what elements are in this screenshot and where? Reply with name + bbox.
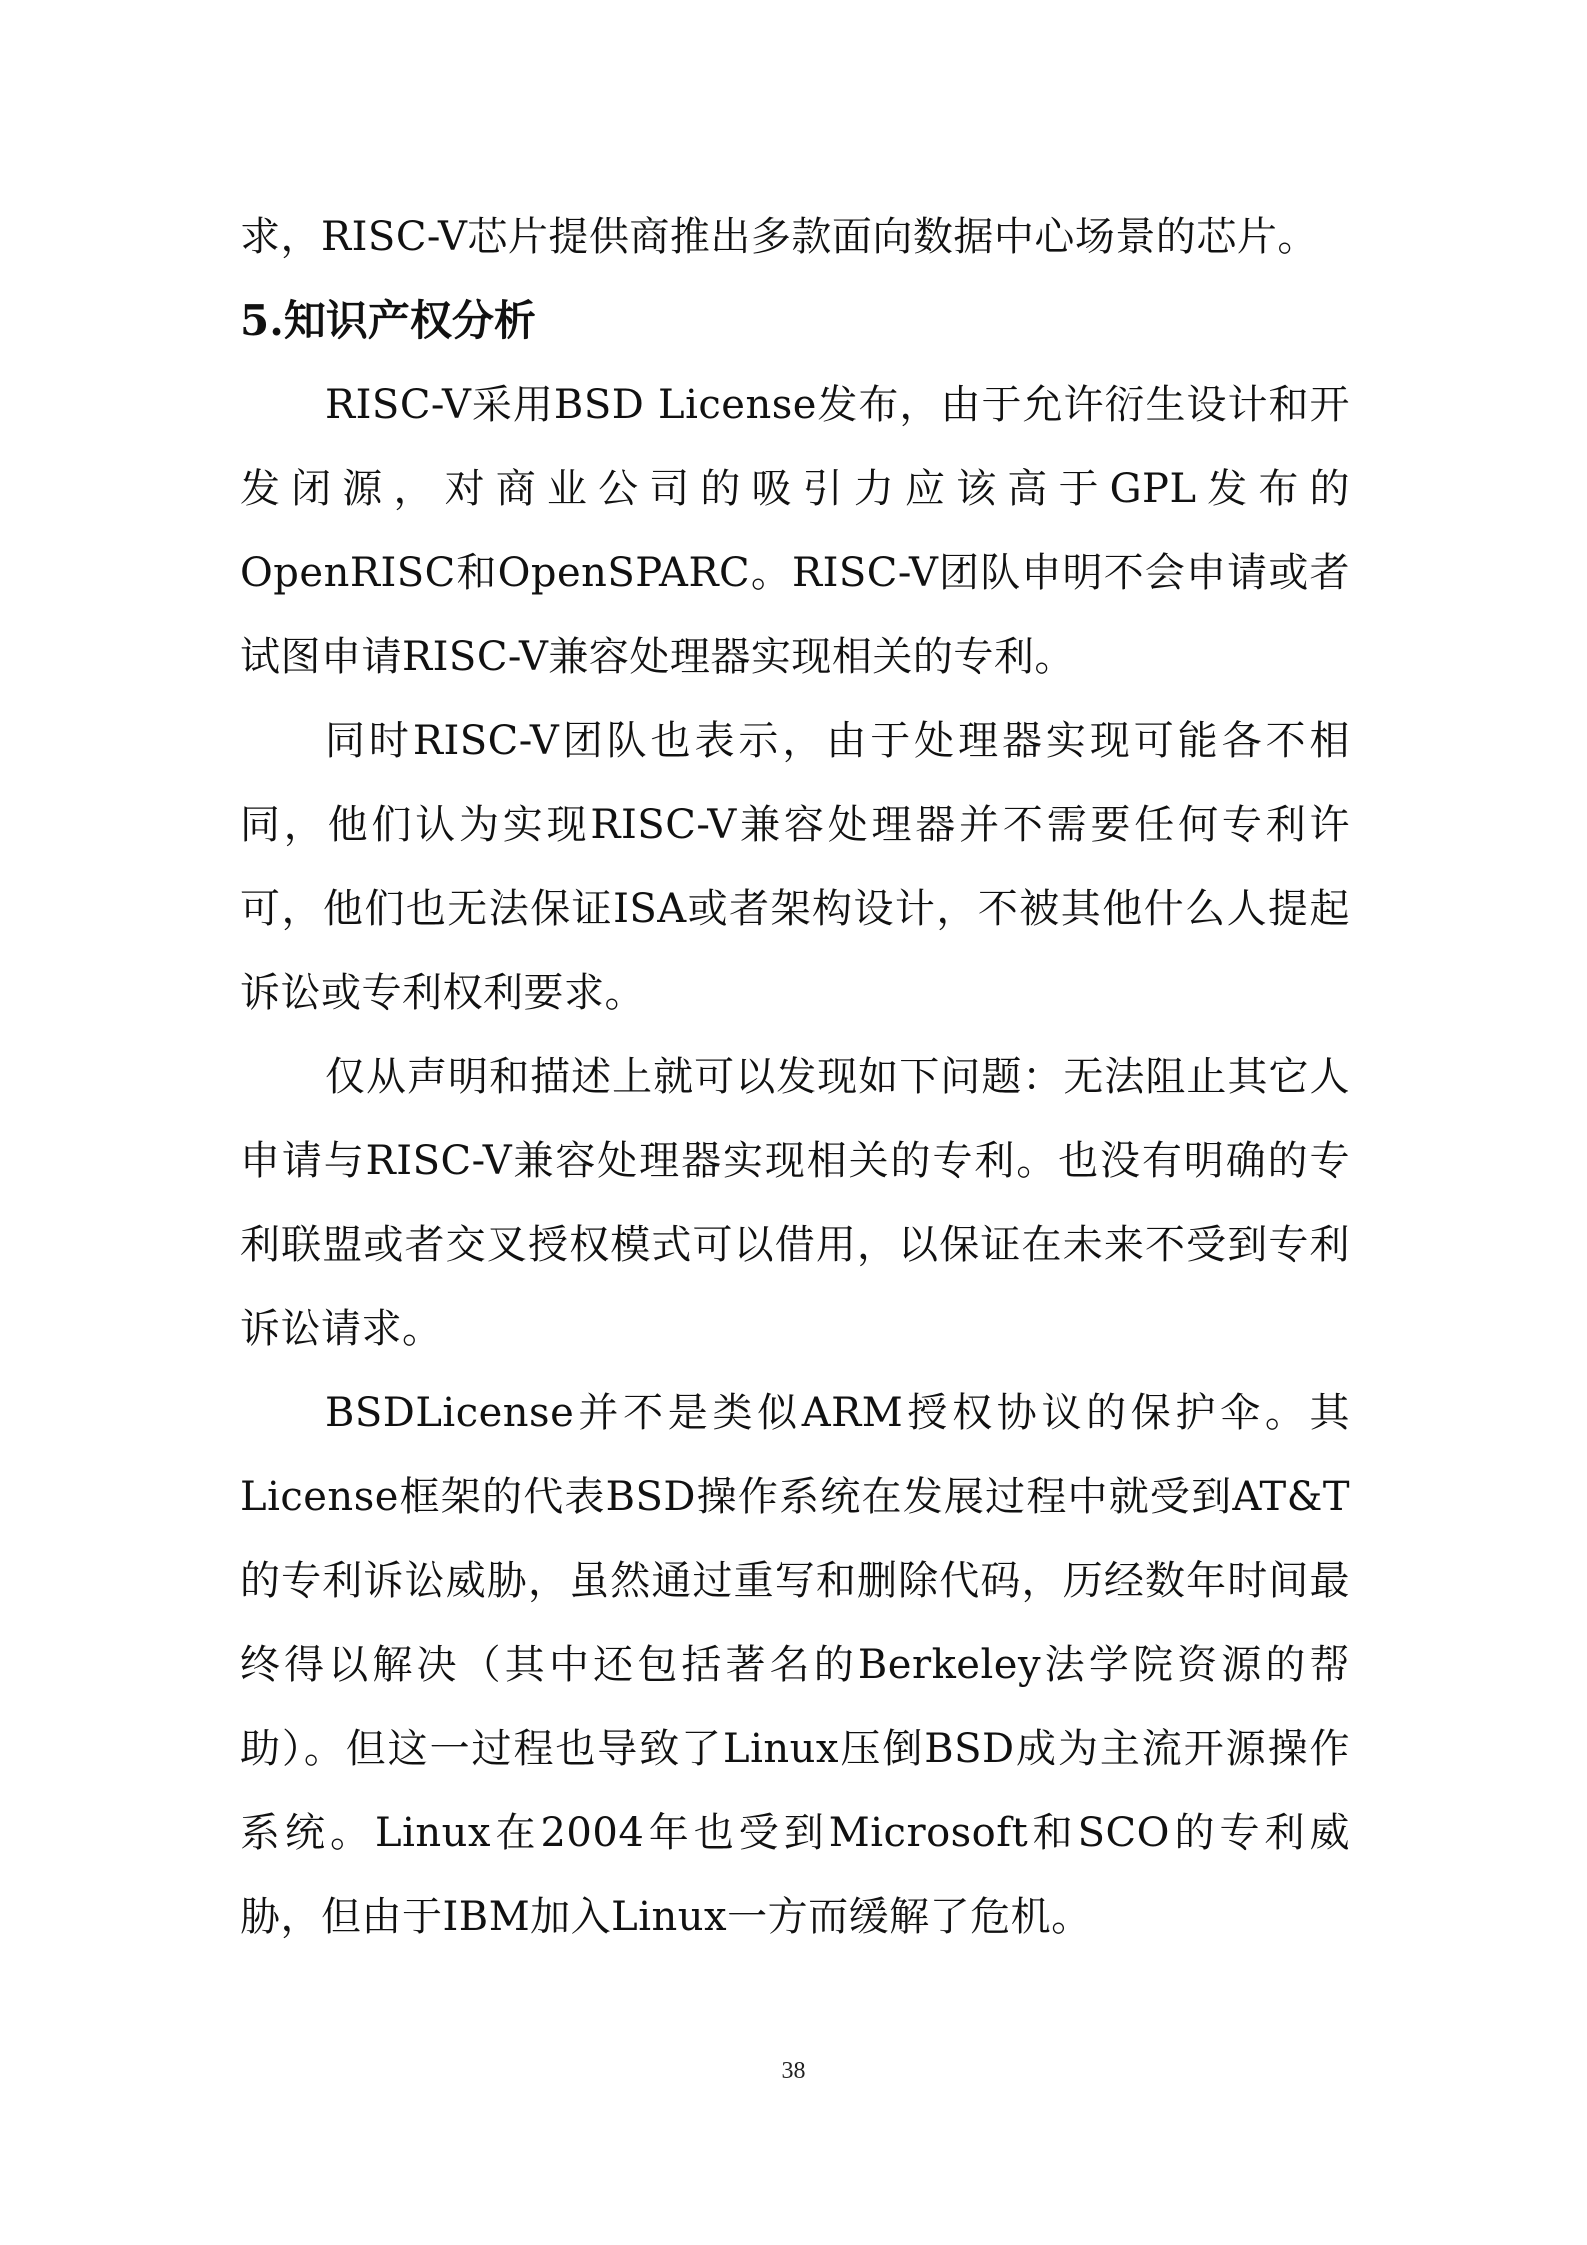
page-number: 38 [781, 2058, 806, 2084]
page-content [240, 195, 1350, 1959]
paragraph-issues: 仅从声明和描述上就可以发现如下问题：无法阻止其它人申请与RISC-V兼容处理器实现相关的专利。也没有明确的专利联盟或者交叉授权模式可以借用，以保证在未来不受到专利诉讼请求。 [240, 1054, 1350, 1352]
continuation-paragraph: 求，RISC-V芯片提供商推出多款面向数据中心场景的芯片。 [240, 214, 1318, 260]
section-heading: 5.知识产权分析 [240, 296, 536, 345]
paragraph-team-statement: 同时RISC-V团队也表示，由于处理器实现可能各不相同，他们认为实现RISC-V兼容处理器并不需要任何专利许可，他们也无法保证ISA或者架构设计，不被其他什么人提起诉讼或专利权利要求。 [240, 718, 1350, 1016]
paragraph-license: RISC-V采用BSD License发布，由于允许衍生设计和开发闭源，对商业公司的吸引力应该高于GPL发布的OpenRISC和OpenSPARC。RISC-V团队申明不会申请或者试图申请RISC-V兼容处理器实现相关的专利。 [240, 382, 1350, 680]
paragraph-bsd-history: BSDLicense并不是类似ARM授权协议的保护伞。其License框架的代表BSD操作系统在发展过程中就受到AT&T的专利诉讼威胁，虽然通过重写和删除代码，历经数年时间最终得以解决（其中还包括著名的Berkeley法学院资源的帮助）。但这一过程也导致了Linux压倒BSD成为主流开源操作系统。Linux在2004年也受到Microsoft和SCO的专利威胁，但由于IBM加入Linux一方而缓解了危机。 [240, 1390, 1350, 1940]
